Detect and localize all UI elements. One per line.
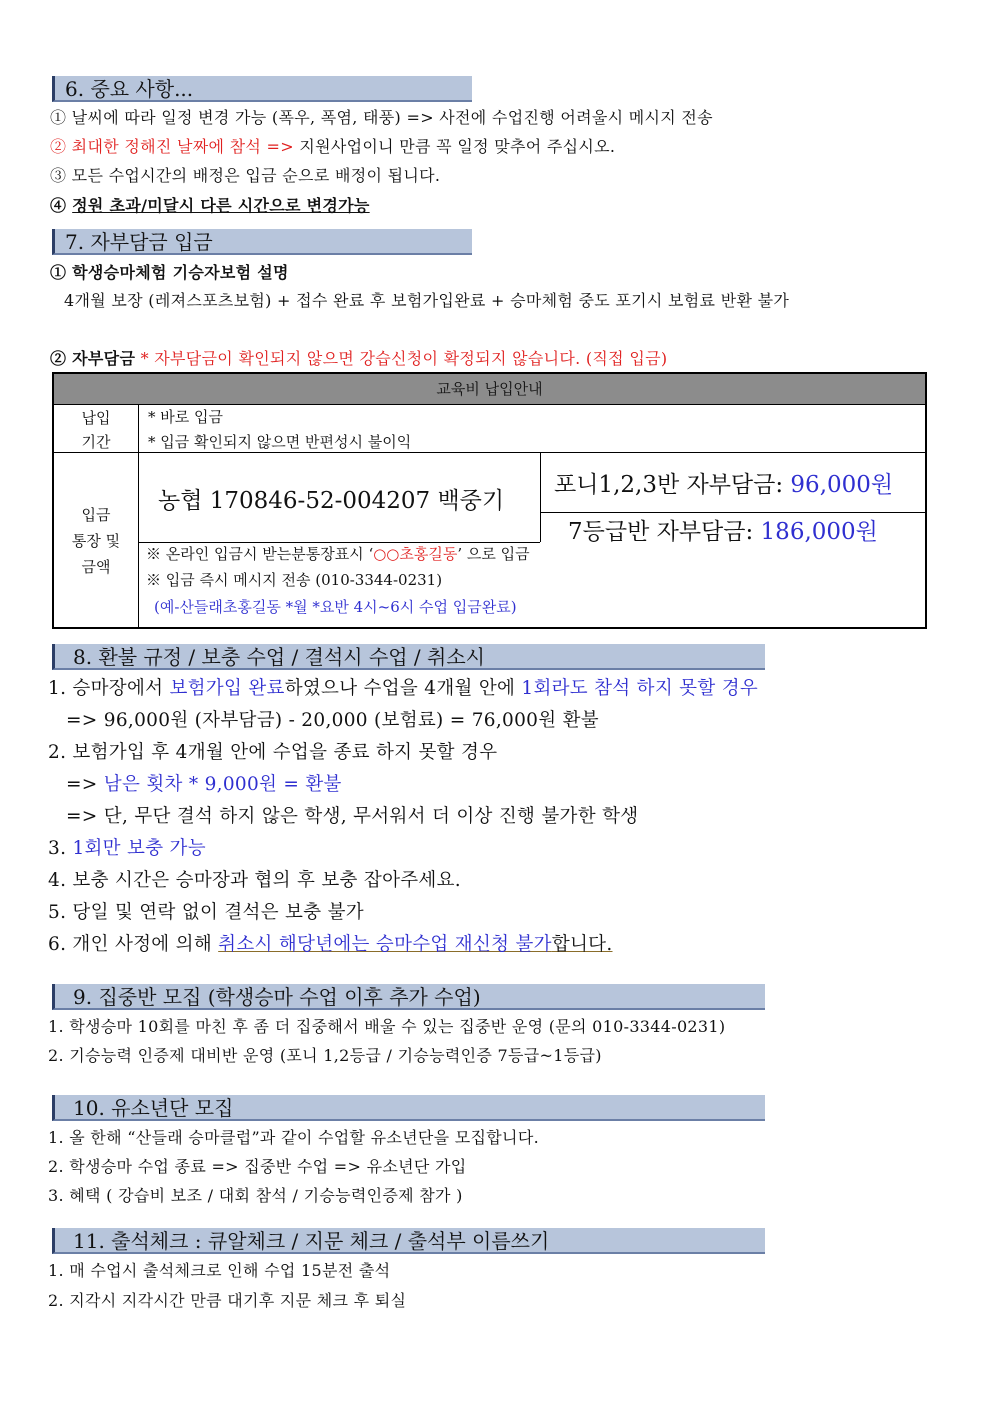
fee-grade7 [568, 513, 878, 546]
payment-table-header: 교육비 납입안내 [54, 374, 925, 405]
table-row-divider [54, 452, 925, 453]
s8-item-1-calc: => 96,000원 (자부담금) - 20,000 (보험료) = 76,000원 환불 [66, 710, 599, 731]
s8-item-6-b: 합니다. [551, 934, 613, 955]
period-label-2: 기간 [81, 433, 111, 451]
period-label [54, 406, 138, 454]
bank-account: 농협 170846-52-004207 백중기 [158, 488, 505, 514]
s7-item-1-desc: 4개월 보장 (레져스포츠보험) + 접수 완료 후 보험가입완료 + 승마체험 중도 포기시 보험료 반환 불가 [64, 291, 790, 310]
s7-item-2 [50, 346, 667, 369]
account-label-3: 금액 [81, 558, 111, 576]
fee-pony-value: 96,000원 [790, 472, 894, 498]
s11-item-1: 1. 매 수업시 출석체크로 인해 수업 15분전 출석 [48, 1261, 391, 1280]
note-online-a: ※ 온라인 입금시 받는분통장표시 ‘ [146, 545, 374, 563]
section-6-title: 6. 중요 사항... [65, 77, 194, 101]
fee-grade7-value: 186,000원 [760, 519, 878, 545]
account-label-2: 통장 및 [71, 532, 121, 550]
table-fee-divider [540, 452, 541, 542]
s9-item-1: 1. 학생승마 10회를 마친 후 좀 더 집중해서 배울 수 있는 집중반 운영 (문의 010-3344-0231) [48, 1017, 726, 1036]
s10-item-2: 2. 학생승마 수업 종료 => 집중반 수업 => 유소년단 가입 [48, 1157, 467, 1176]
s8-item-6-a: 6. 개인 사정에 의해 [48, 934, 219, 955]
s7-item-1: ① 학생승마체험 기승자보험 설명 [50, 263, 289, 282]
section-9-title: 9. 집중반 모집 (학생승마 수업 이후 추가 수업) [73, 985, 481, 1009]
fee-grade7-label: 7등급반 자부담금: [568, 519, 754, 545]
s8-item-6 [48, 930, 613, 956]
account-label [54, 502, 138, 580]
section-11-header [52, 1228, 765, 1254]
s8-item-1 [48, 674, 758, 700]
section-10-title: 10. 유소년단 모집 [73, 1096, 234, 1120]
s11-item-2: 2. 지각시 지각시간 만큼 대기후 지문 체크 후 퇴실 [48, 1291, 407, 1310]
note-online [146, 543, 530, 564]
section-10-header [52, 1095, 765, 1121]
s8-item-3-a: 3. [48, 838, 73, 859]
fee-pony [554, 466, 893, 499]
section-9-header [52, 984, 765, 1010]
s6-item-2-rest: 지원사업이니 만큼 꼭 일정 맞추어 주십시오. [293, 137, 616, 156]
account-label-1: 입금 [81, 506, 111, 524]
table-col-divider [138, 405, 139, 627]
section-8-title: 8. 환불 규정 / 보충 수업 / 결석시 수업 / 취소시 [73, 645, 485, 669]
section-11-title: 11. 출석체크 : 큐알체크 / 지문 체크 / 출석부 이름쓰기 [73, 1229, 550, 1253]
section-7-title: 7. 자부담금 입금 [65, 230, 213, 254]
fee-pony-label: 포니1,2,3반 자부담금: [554, 472, 784, 498]
s8-item-6-blue: 취소시 해당년에는 승마수업 재신청 불가 [218, 934, 552, 955]
section-8-header [52, 644, 765, 670]
s8-item-4: 4. 보충 시간은 승마장과 협의 후 보충 잡아주세요. [48, 870, 461, 891]
s6-item-2-red: ② 최대한 정해진 날짜에 참석 => [50, 137, 294, 156]
note-example: (예-산들래초홍길동 *월 *요반 4시~6시 수업 입금완료) [154, 598, 517, 616]
section-6-header [52, 76, 472, 102]
s6-item-4-underlined: 정원 초과/미달시 다른 시간으로 변경가능 [72, 196, 370, 215]
period-label-1: 납입 [81, 409, 111, 427]
s8-item-1-blue2: 1회라도 참석 하지 못할 경우 [521, 678, 759, 699]
s8-item-1-a: 1. 승마장에서 [48, 678, 170, 699]
s9-item-2: 2. 기승능력 인증제 대비반 운영 (포니 1,2등급 / 기승능력인증 7등급~1등급) [48, 1046, 602, 1065]
s8-item-3-blue: 1회만 보충 가능 [72, 838, 206, 859]
s8-item-1-blue1: 보험가입 완료 [169, 678, 285, 699]
period-item-1: * 바로 입금 [148, 408, 223, 426]
s7-item-2-label: ② 자부담금 [50, 349, 136, 368]
s10-item-3: 3. 혜택 ( 강습비 보조 / 대회 참석 / 기승능력인증제 참가 ) [48, 1186, 463, 1205]
s7-item-2-note: * 자부담금이 확인되지 않으면 강습신청이 확정되지 않습니다. (직접 입금) [135, 349, 668, 368]
s8-item-2-note: => 단, 무단 결석 하지 않은 학생, 무서워서 더 이상 진행 불가한 학생 [66, 806, 639, 827]
s8-item-2-blue: 남은 횟차 * 9,000원 = 환불 [103, 774, 342, 795]
note-message: ※ 입금 즉시 메시지 전송 (010-3344-0231) [146, 571, 443, 589]
s8-item-2-arrow: => [66, 774, 104, 795]
note-online-b: ’ 으로 입금 [457, 545, 530, 563]
section-7-header [52, 229, 472, 255]
period-item-2: * 입금 확인되지 않으면 반편성시 불이익 [148, 433, 412, 451]
s6-item-3: ③ 모든 수업시간의 배정은 입금 순으로 배정이 됩니다. [50, 166, 441, 185]
s8-item-3 [48, 834, 206, 860]
s6-item-4-prefix: ④ [50, 196, 73, 215]
s8-item-2-refund [66, 770, 342, 796]
payment-table [52, 372, 927, 629]
s6-item-4 [50, 193, 370, 216]
s8-item-5: 5. 당일 및 연락 없이 결석은 보충 불가 [48, 902, 364, 923]
s6-item-1: ① 날씨에 따라 일정 변경 가능 (폭우, 폭염, 태풍) => 사전에 수업진행 어려울시 메시지 전송 [50, 108, 713, 127]
s8-item-2: 2. 보험가입 후 4개월 안에 수업을 종료 하지 못할 경우 [48, 742, 498, 763]
s10-item-1: 1. 올 한해 “산들래 승마클럽”과 같이 수업할 유소년단을 모집합니다. [48, 1128, 539, 1147]
s6-item-2 [50, 134, 615, 157]
s8-item-1-b: 하였으나 수업을 4개월 안에 [284, 678, 522, 699]
note-online-red: ○○초홍길동 [373, 545, 458, 563]
